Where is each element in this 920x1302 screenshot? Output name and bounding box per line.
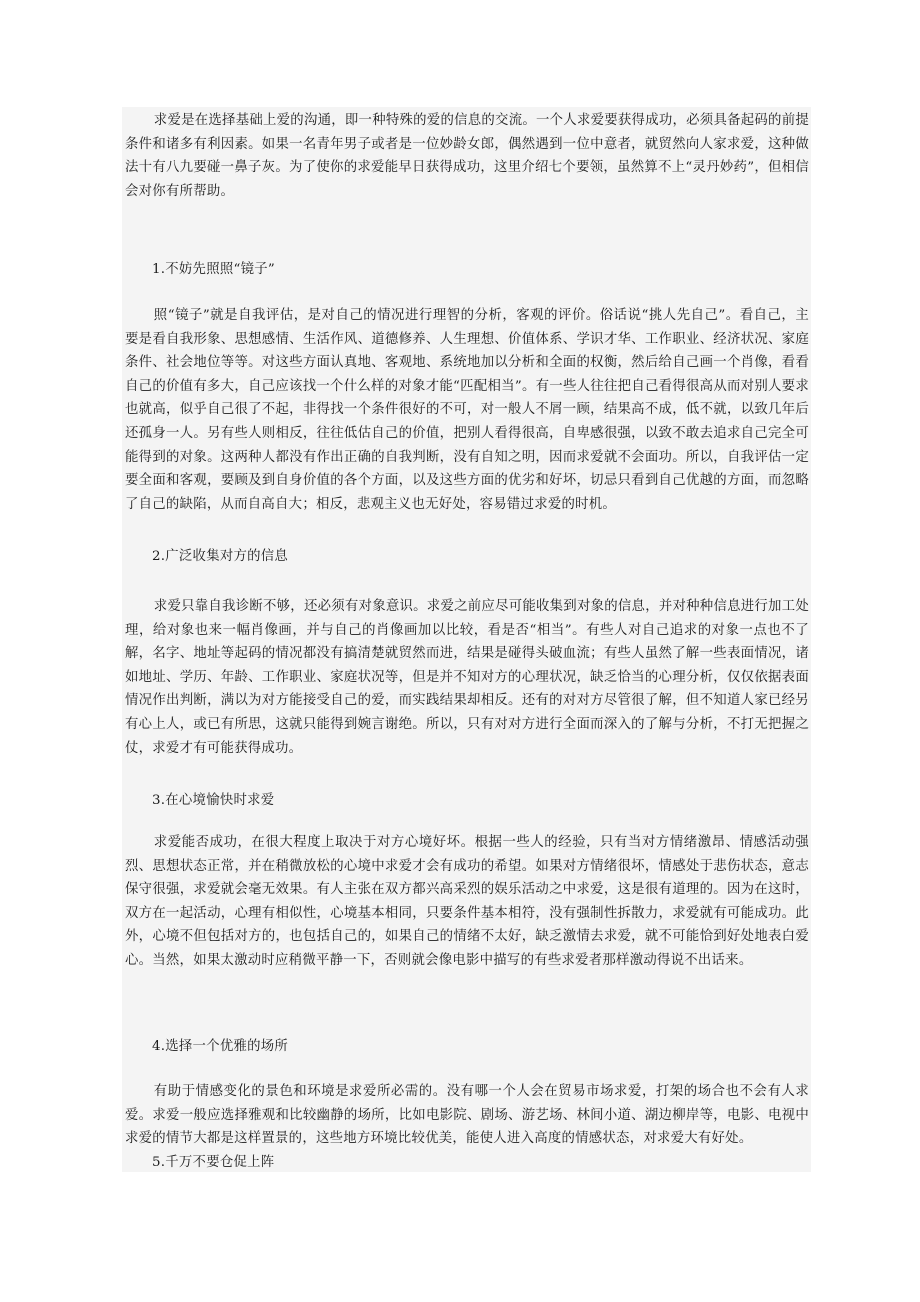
section-3-heading: 3.在心境愉快时求爱 [152, 793, 275, 808]
section-5-heading: 5.千万不要仓促上阵 [152, 1155, 275, 1170]
section-2-heading: 2.广泛收集对方的信息 [152, 549, 289, 564]
section-3-body: 求爱能否成功，在很大程度上取决于对方心境好坏。根据一些人的经验，只有当对方情绪激昂、情感活动强烈、思想状态正常，并在稍微放松的心境中求爱才会有成功的希望。如果对方情绪很坏，情感处于悲伤状态，意志保守很强，求爱就会毫无效果。有人主张在双方都兴高采烈的娱乐活动之中求爱，这是很有道理的。因为在这时，双方在一起活动，心理有相似性，心境基本相同，只要条件基本相符，没有强制性拆散力，求爱就有可能成功。此外，心境不但包括对方的，也包括自己的，如果自己的情绪不太好，缺乏激情去求爱，就不可能恰到好处地表白爱心。当然，如果太激动时应稍微平静一下，否则就会像电影中描写的有些求爱者那样激动得说不出话来。 [125, 835, 809, 968]
section-4-body: 有助于情感变化的景色和环境是求爱所必需的。没有哪一个人会在贸易市场求爱，打架的场合也不会有人求爱。求爱一般应选择雅观和比较幽静的场所，比如电影院、剧场、游艺场、林间小道、湖边柳岸等，电影、电视中求爱的情节大都是这样置景的，这些地方环境比较优美，能使人进入高度的情感状态，对求爱大有好处。 [125, 1084, 809, 1147]
intro-paragraph: 求爱是在选择基础上爱的沟通，即一种特殊的爱的信息的交流。一个人求爱要获得成功，必须具备起码的前提条件和诸多有利因素。如果一名青年男子或者是一位妙龄女郎，偶然遇到一位中意者，就贸然向人家求爱，这种做法十有八九要碰一鼻子灰。为了使你的求爱能早日获得成功，这里介绍七个要领，虽然算不上“灵丹妙药”，但相信会对你有所帮助。 [125, 113, 809, 199]
section-4-heading: 4.选择一个优雅的场所 [152, 1039, 289, 1054]
document-page [122, 107, 811, 1172]
section-2-body: 求爱只靠自我诊断不够，还必须有对象意识。求爱之前应尽可能收集到对象的信息，并对种种信息进行加工处理，给对象也来一幅肖像画，并与自己的肖像画加以比较，看是否“相当”。有些人对自己追求的对象一点也不了解，名字、地址等起码的情况都没有搞清楚就贸然而进，结果是碰得头破血流；有些人虽然了解一些表面情况，诸如地址、学历、年龄、工作职业、家庭状况等，但是并不知对方的心理状况，缺乏恰当的心理分析，仅仅依据表面情况作出判断，满以为对方能接受自己的爱，而实践结果却相反。还有的对对方尽管很了解，但不知道人家已经另有心上人，或已有所思，这就只能得到婉言谢绝。所以，只有对对方进行全面而深入的了解与分析，不打无把握之仗，求爱才有可能获得成功。 [125, 599, 809, 756]
section-1-heading: 1.不妨先照照“镜子” [152, 262, 275, 277]
section-1-body: 照“镜子”就是自我评估，是对自己的情况进行理智的分析，客观的评价。俗话说“挑人先自己”。看自己，主要是看自我形象、思想感情、生活作风、道德修养、人生理想、价值体系、学识才华、工作职业、经济状况、家庭条件、社会地位等等。对这些方面认真地、客观地、系统地加以分析和全面的权衡，然后给自己画一个肖像，看看自己的价值有多大，自己应该找一个什么样的对象才能“匹配相当”。有一些人往往把自己看得很高从而对别人要求也就高，似乎自己很了不起，非得找一个条件很好的不可，对一般人不屑一顾，结果高不成，低不就，以致几年后还孤身一人。另有些人则相反，往往低估自己的价值，把别人看得很高，自卑感很强，以致不敢去追求自己完全可能得到的对象。这两种人都没有作出正确的自我判断，没有自知之明，因而求爱就不会面功。所以，自我评估一定要全面和客观，要顾及到自身价值的各个方面，以及这些方面的优劣和好坏，切忌只看到自己优越的方面，而忽略了自己的缺陷，从而自高自大；相反，悲观主义也无好处，容易错过求爱的时机。 [125, 308, 809, 512]
